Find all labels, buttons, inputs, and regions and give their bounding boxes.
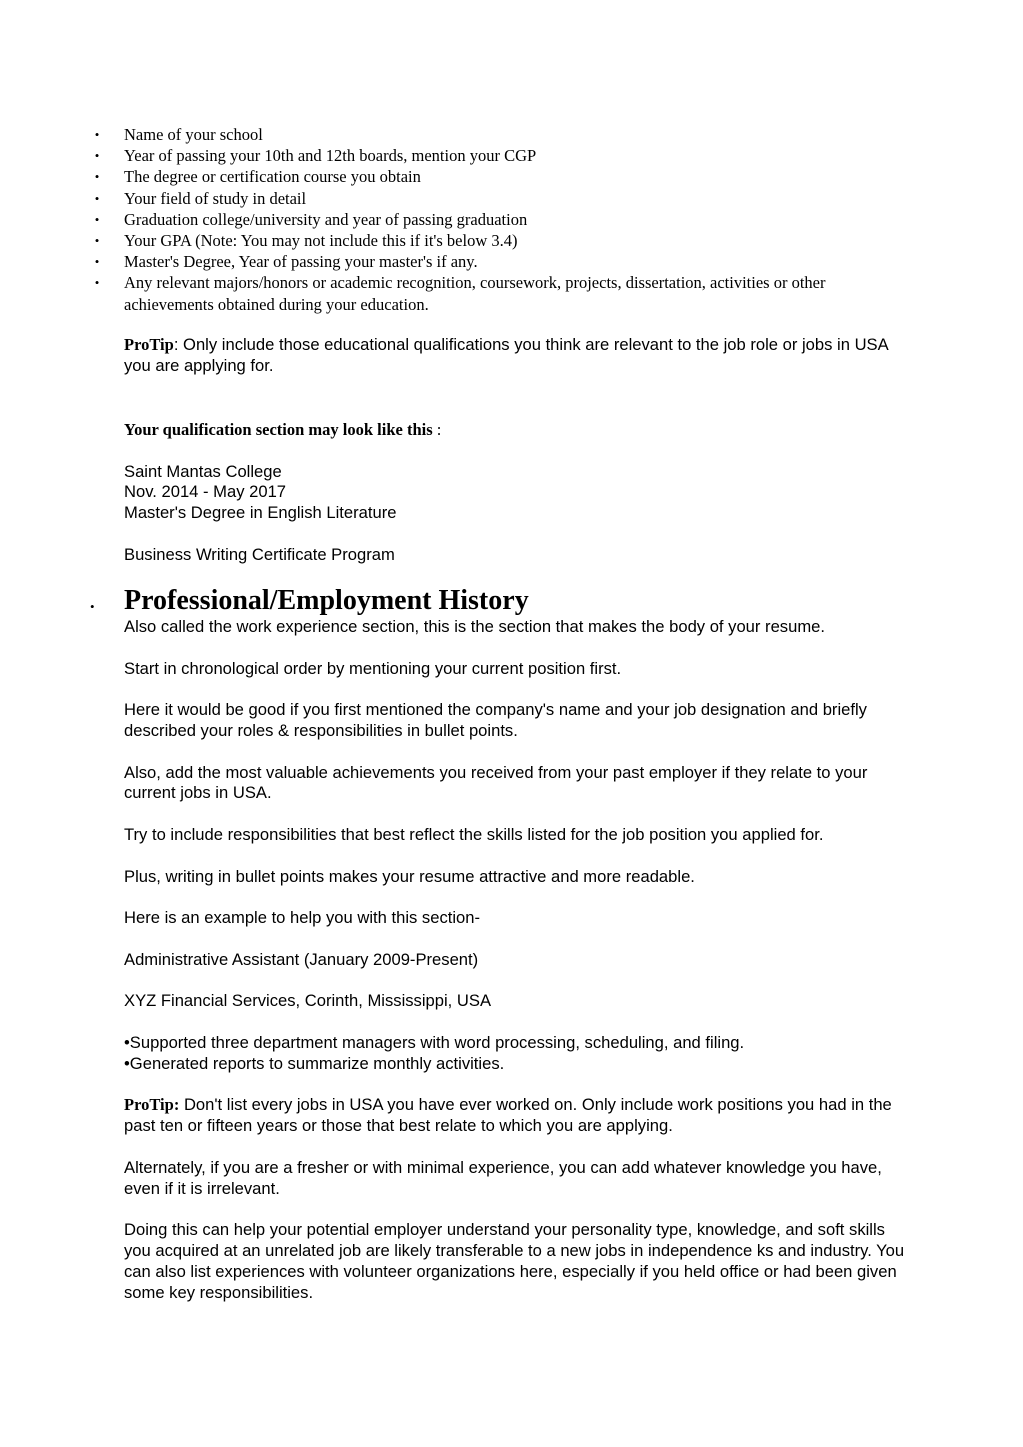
study-dates: Nov. 2014 - May 2017 bbox=[124, 482, 287, 502]
example-job-title: Administrative Assistant (January 2009-Present) bbox=[124, 949, 479, 969]
list-item: • Name of your school bbox=[92, 124, 892, 145]
list-item: • Any relevant majors/honors or academic recognition, coursework, projects, dissertation, activities or other achievements obtained during your education. bbox=[92, 272, 892, 314]
bullet-icon: • bbox=[94, 233, 100, 249]
paragraph: Try to include responsibilities that best reflect the skills listed for the job position you applied for. bbox=[124, 824, 824, 844]
paragraph: Start in chronological order by mentioning your current position first. bbox=[124, 658, 622, 678]
list-item: • Your GPA (Note: You may not include this if it's below 3.4) bbox=[92, 230, 892, 251]
protip-text: : Only include those educational qualifications you think are relevant to the job role or jobs in USA you are applying for. bbox=[124, 335, 888, 375]
list-item: • The degree or certification course you obtain bbox=[92, 166, 892, 187]
bullet-icon: • bbox=[94, 127, 100, 142]
qualification-example: Your qualification section may look like this : Saint Mantas College Nov. 2014 - May 2017 Master's Degree in English Literature Business Writing Certificate Program bbox=[124, 420, 914, 566]
list-item: • Graduation college/university and year of passing graduation bbox=[92, 209, 892, 230]
paragraph: Also called the work experience section, this is the section that makes the body of your resume. bbox=[124, 617, 825, 636]
paragraph: Here it would be good if you first mentioned the company's name and your job designation and briefly described your roles & responsibilities in bullet points. bbox=[124, 700, 867, 740]
list-item: • Master's Degree, Year of passing your master's if any. bbox=[92, 251, 892, 272]
school-name: Saint Mantas College bbox=[124, 461, 282, 481]
list-item: • Your field of study in detail bbox=[92, 188, 892, 209]
bullet-icon: • bbox=[94, 169, 100, 185]
protip-label: ProTip bbox=[124, 335, 174, 354]
paragraph: Here is an example to help you with this section- bbox=[124, 908, 481, 928]
example-bullet: •Supported three department managers with word processing, scheduling, and filing. bbox=[124, 1032, 745, 1052]
example-company: XYZ Financial Services, Corinth, Mississippi, USA bbox=[124, 991, 492, 1011]
degree-name: Master's Degree in English Literature bbox=[124, 503, 397, 523]
qualification-heading: Your qualification section may look like this bbox=[124, 420, 433, 439]
employment-body bbox=[124, 617, 914, 1303]
bullet-icon: • bbox=[94, 190, 100, 206]
bullet-icon: • bbox=[90, 599, 95, 614]
paragraph: Plus, writing in bullet points makes your resume attractive and more readable. bbox=[124, 866, 695, 886]
protip-text: Don't list every jobs in USA you have ever worked on. Only include work positions you had in the past ten or fifteen years or those that best relate to which you are applying. bbox=[124, 1095, 892, 1136]
protip-education bbox=[124, 335, 914, 377]
paragraph: Alternately, if you are a fresher or with minimal experience, you can add whatever knowledge you have, even if it is irrelevant. bbox=[124, 1157, 882, 1198]
bullet-icon: • bbox=[94, 254, 100, 270]
paragraph: Also, add the most valuable achievements you received from your past employer if they relate to your current jobs in USA. bbox=[124, 762, 868, 803]
education-checklist bbox=[92, 124, 892, 315]
certificate-name: Business Writing Certificate Program bbox=[124, 544, 395, 564]
paragraph: Doing this can help your potential employer understand your personality type, knowledge, and soft skills you acquired at an unrelated job are likely transferable to a new jobs in independence ks and industry. You can also list experiences with volunteer organizations here, especially if you held office or had been given some key responsibilities. bbox=[124, 1220, 905, 1302]
bullet-icon: • bbox=[94, 275, 100, 291]
bullet-icon: • bbox=[94, 148, 100, 164]
protip-employment bbox=[124, 1095, 914, 1137]
section-heading: Professional/Employment History bbox=[124, 585, 529, 616]
protip-label: ProTip: bbox=[124, 1095, 180, 1115]
list-item: • Year of passing your 10th and 12th boards, mention your CGP bbox=[92, 145, 892, 166]
employment-heading-row bbox=[90, 584, 910, 618]
example-bullet: •Generated reports to summarize monthly activities. bbox=[124, 1053, 505, 1073]
bullet-icon: • bbox=[94, 211, 100, 227]
